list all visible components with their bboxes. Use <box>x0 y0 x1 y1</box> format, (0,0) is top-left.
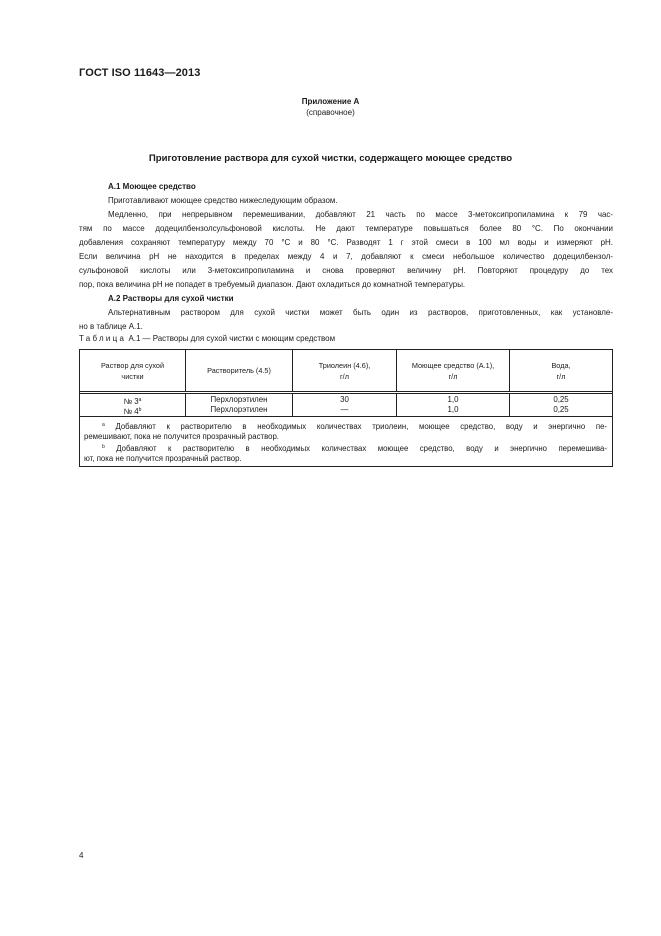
table-header-water: Вода, г/л <box>551 361 571 381</box>
document-header: ГОСТ ISO 11643—2013 <box>79 67 201 79</box>
table-footnote-b: $^b$ Добавляют к растворителю в необходимых количествах моющее средство, воду и энергично перемешива- <box>102 444 607 453</box>
page-number: 4 <box>79 851 84 860</box>
table-cell-detergent: 1,0 <box>447 395 459 404</box>
table-cell-triolein: 30 <box>340 395 349 404</box>
table-cell-solvent: Перхлорэтилен <box>210 395 268 404</box>
paragraph-line: Если величина pH не находится в пределах между 4 и 7, добавляют к смеси небольшое количество додецилбензол- <box>79 252 613 261</box>
table-header-solvent: Растворитель (4.5) <box>207 366 271 375</box>
paragraph-line: добавления сохраняют температуру между 70 °С и 80 °С. Разводят 1 г этой смеси в 100 мл воды и измеряют pH. <box>79 238 613 247</box>
table-header-detergent: Моющее средство (А.1), г/л <box>411 361 495 381</box>
table-footnote-b-cont: ют, пока не получится прозрачный раствор. <box>84 454 242 463</box>
table-cell-water: 0,25 <box>553 405 569 414</box>
appendix-name: Приложение А <box>301 97 360 106</box>
table-footnote-a-cont: ремешивают, пока не получится прозрачный раствор. <box>84 432 279 441</box>
table-cell-solvent: Перхлорэтилен <box>210 405 268 414</box>
paragraph-line: сульфоновой кислоты или 3-метоксипропиламина и снова проверяют величину pH. Повторяют процедуру до тех <box>79 266 613 275</box>
table-cell-water: 0,25 <box>553 395 569 404</box>
table-footnote-a: $^a$ Добавляют к растворителю в необходимых количествах триолеин, моющее средство, воду и энергично пе- <box>102 422 608 431</box>
section-heading-a1: А.1 Моющее средство <box>108 182 196 191</box>
paragraph-line: пор, пока величина pH не попадет в требуемый диапазон. Дают охладиться до комнатной температуры. <box>79 280 466 289</box>
table-cell-solution-id: № 4$^b$ <box>123 407 142 416</box>
appendix-note: (справочное) <box>306 108 355 117</box>
paragraph-line: Альтернативным раствором для сухой чистки может быть один из растворов, приготовленных, как установле- <box>108 308 613 317</box>
appendix-title: Приготовление раствора для сухой чистки, содержащего моющее средство <box>148 153 513 164</box>
table <box>79 349 613 467</box>
section-heading-a2: А.2 Растворы для сухой чистки <box>108 294 234 303</box>
table-cell-solution-id: № 3$^a$ <box>123 397 142 406</box>
table-header-solution: Раствор для сухой чистки <box>100 361 165 381</box>
table-cell-detergent: 1,0 <box>447 405 459 414</box>
table-caption <box>79 334 335 343</box>
paragraph-line: но в таблице А.1. <box>79 322 143 331</box>
table-caption-prefix: Таблица <box>79 334 127 343</box>
paragraph-line: тям по массе додецилбензолсульфоновой кислоты. Не дают температуре повышаться более 80 °С. По окончании <box>79 224 613 233</box>
table-cell-triolein: — <box>340 405 349 414</box>
table-header-triolein: Триолеин (4.6), г/л <box>318 361 371 381</box>
paragraph-line: Медленно, при непрерывном перемешивании, добавляют 21 часть по массе 3-метоксипропиламина к 79 час- <box>108 210 613 219</box>
paragraph-line: Приготавливают моющее средство нижеследующим образом. <box>108 196 338 205</box>
table-caption-text: А.1 — Растворы для сухой чистки с моющим средством <box>126 334 336 343</box>
